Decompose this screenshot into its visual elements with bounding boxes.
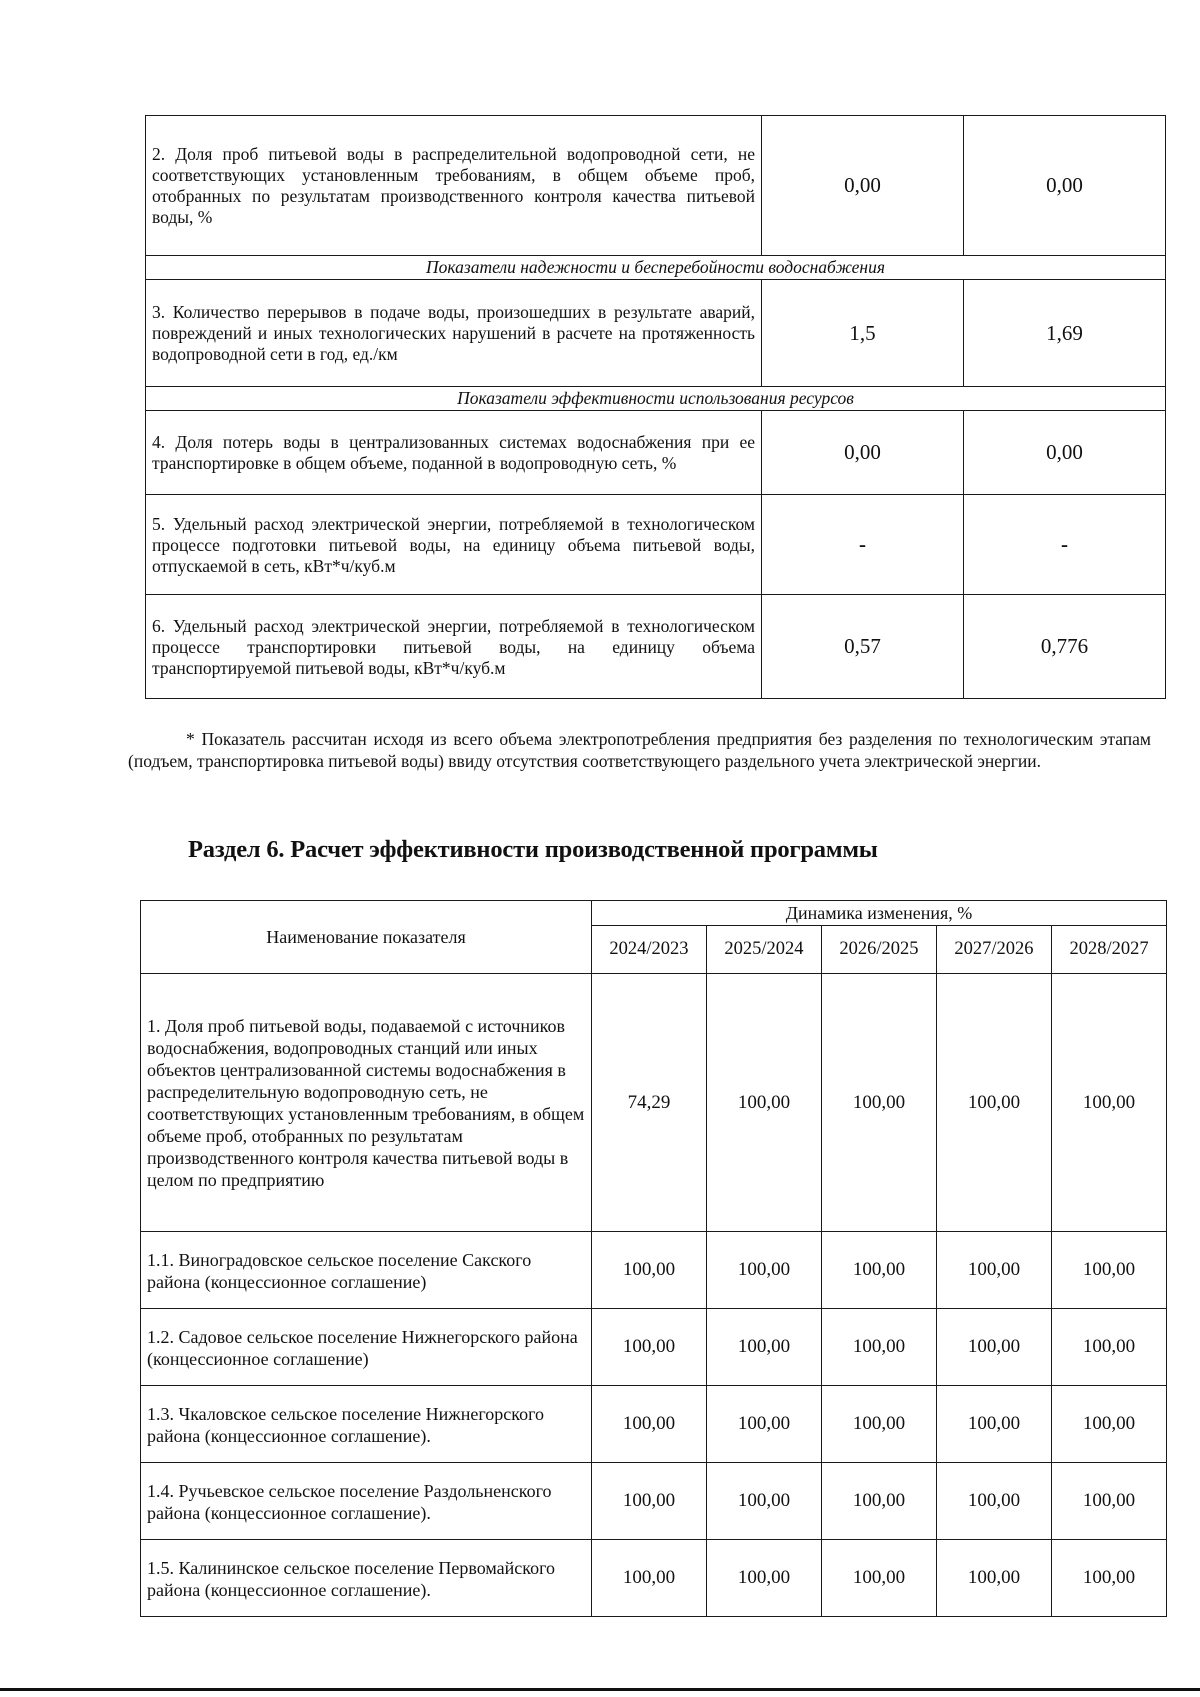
table-cell: 100,00 bbox=[937, 1463, 1052, 1540]
table-cell: 100,00 bbox=[592, 1232, 707, 1309]
table-cell: 100,00 bbox=[1052, 1232, 1167, 1309]
table-row bbox=[141, 974, 1167, 1232]
indicator-value: 1,69 bbox=[964, 280, 1166, 387]
column-header-year: 2025/2024 bbox=[707, 926, 822, 974]
table-cell: 100,00 bbox=[1052, 1386, 1167, 1463]
indicator-name: 1.5. Калининское сельское поселение Первомайского района (концессионное соглашение). bbox=[141, 1540, 592, 1617]
indicator-name: 5. Удельный расход электрической энергии, потребляемой в технологическом процессе подготовки питьевой воды, на единицу объема питьевой воды, отпускаемой в сеть, кВт*ч/куб.м bbox=[146, 495, 762, 595]
column-header-year: 2026/2025 bbox=[822, 926, 937, 974]
indicator-name: 6. Удельный расход электрической энергии, потребляемой в технологическом процессе транспортировки питьевой воды, на единицу объема транспортируемой питьевой воды, кВт*ч/куб.м bbox=[146, 595, 762, 699]
indicator-name: 4. Доля потерь воды в централизованных системах водоснабжения при ее транспортировке в общем объеме, поданной в водопроводную сеть, % bbox=[146, 411, 762, 495]
section-row bbox=[146, 256, 1166, 280]
footnote: * Показатель рассчитан исходя из всего объема электропотребления предприятия без разделения по технологическим этапам (подъем, транспортировка питьевой воды) ввиду отсутствия соответствующего раздельного учета электрической энергии. bbox=[128, 729, 1151, 771]
indicator-value: 0,00 bbox=[964, 411, 1166, 495]
table-cell: 100,00 bbox=[937, 974, 1052, 1232]
table-row bbox=[146, 280, 1166, 387]
table-cell: 100,00 bbox=[937, 1540, 1052, 1617]
table-cell: 100,00 bbox=[937, 1386, 1052, 1463]
table-cell: 100,00 bbox=[1052, 1463, 1167, 1540]
section-row bbox=[146, 387, 1166, 411]
indicator-value: 1,5 bbox=[762, 280, 964, 387]
indicator-value: 0,00 bbox=[762, 116, 964, 256]
indicator-value: - bbox=[762, 495, 964, 595]
table-cell: 100,00 bbox=[707, 974, 822, 1232]
table-cell: 100,00 bbox=[707, 1309, 822, 1386]
table-row bbox=[141, 1463, 1167, 1540]
page-bottom-rule bbox=[0, 1688, 1200, 1691]
column-header-year: 2028/2027 bbox=[1052, 926, 1167, 974]
table-cell: 100,00 bbox=[822, 1386, 937, 1463]
table-row bbox=[146, 116, 1166, 256]
indicators-table bbox=[145, 115, 1166, 699]
header-row bbox=[141, 901, 1167, 926]
table-cell: 100,00 bbox=[707, 1386, 822, 1463]
column-header-name: Наименование показателя bbox=[141, 901, 592, 974]
table-cell: 100,00 bbox=[592, 1540, 707, 1617]
column-header-year: 2027/2026 bbox=[937, 926, 1052, 974]
indicator-value: - bbox=[964, 495, 1166, 595]
table-cell: 100,00 bbox=[822, 1540, 937, 1617]
indicator-value: 0,00 bbox=[762, 411, 964, 495]
table-row bbox=[141, 1309, 1167, 1386]
table-row bbox=[141, 1232, 1167, 1309]
table-cell: 100,00 bbox=[1052, 1540, 1167, 1617]
indicator-name: 2. Доля проб питьевой воды в распределительной водопроводной сети, не соответствующих установленным требованиям, в общем объеме проб, отобранных по результатам производственного контроля качества питьевой воды, % bbox=[146, 116, 762, 256]
table-cell: 100,00 bbox=[822, 1463, 937, 1540]
indicator-name: 1.3. Чкаловское сельское поселение Нижнегорского района (концессионное соглашение). bbox=[141, 1386, 592, 1463]
indicator-name: 3. Количество перерывов в подаче воды, произошедших в результате аварий, повреждений и иных технологических нарушений в расчете на протяженность водопроводной сети в год, ед./км bbox=[146, 280, 762, 387]
table-cell: 100,00 bbox=[592, 1463, 707, 1540]
table-cell: 100,00 bbox=[707, 1463, 822, 1540]
indicator-value: 0,57 bbox=[762, 595, 964, 699]
table-cell: 100,00 bbox=[822, 974, 937, 1232]
table-cell: 74,29 bbox=[592, 974, 707, 1232]
table-cell: 100,00 bbox=[707, 1540, 822, 1617]
section-title: Показатели надежности и бесперебойности водоснабжения bbox=[146, 256, 1166, 280]
table-cell: 100,00 bbox=[592, 1386, 707, 1463]
table-row bbox=[141, 1540, 1167, 1617]
table-cell: 100,00 bbox=[1052, 1309, 1167, 1386]
table-row bbox=[146, 595, 1166, 699]
table-cell: 100,00 bbox=[1052, 974, 1167, 1232]
indicator-name: 1.4. Ручьевское сельское поселение Раздольненского района (концессионное соглашение). bbox=[141, 1463, 592, 1540]
table-row bbox=[141, 1386, 1167, 1463]
table-row bbox=[146, 495, 1166, 595]
indicator-value: 0,00 bbox=[964, 116, 1166, 256]
table-cell: 100,00 bbox=[937, 1232, 1052, 1309]
indicator-name: 1.2. Садовое сельское поселение Нижнегорского района (концессионное соглашение) bbox=[141, 1309, 592, 1386]
section-title: Показатели эффективности использования ресурсов bbox=[146, 387, 1166, 411]
table-cell: 100,00 bbox=[937, 1309, 1052, 1386]
section-heading: Раздел 6. Расчет эффективности производственной программы bbox=[188, 836, 878, 863]
column-group-header: Динамика изменения, % bbox=[592, 901, 1167, 926]
table-cell: 100,00 bbox=[822, 1309, 937, 1386]
column-header-year: 2024/2023 bbox=[592, 926, 707, 974]
indicator-name: 1. Доля проб питьевой воды, подаваемой с источников водоснабжения, водопроводных станций или иных объектов централизованной системы водоснабжения в распределительную водопроводную сеть, не соответствующих установленным требованиям, в общем объеме проб, отобранных по результатам производственного контроля качества питьевой воды в целом по предприятию bbox=[141, 974, 592, 1232]
table-cell: 100,00 bbox=[822, 1232, 937, 1309]
indicator-value: 0,776 bbox=[964, 595, 1166, 699]
efficiency-table bbox=[140, 900, 1167, 1617]
table-cell: 100,00 bbox=[592, 1309, 707, 1386]
indicator-name: 1.1. Виноградовское сельское поселение Сакского района (концессионное соглашение) bbox=[141, 1232, 592, 1309]
table-row bbox=[146, 411, 1166, 495]
table-cell: 100,00 bbox=[707, 1232, 822, 1309]
